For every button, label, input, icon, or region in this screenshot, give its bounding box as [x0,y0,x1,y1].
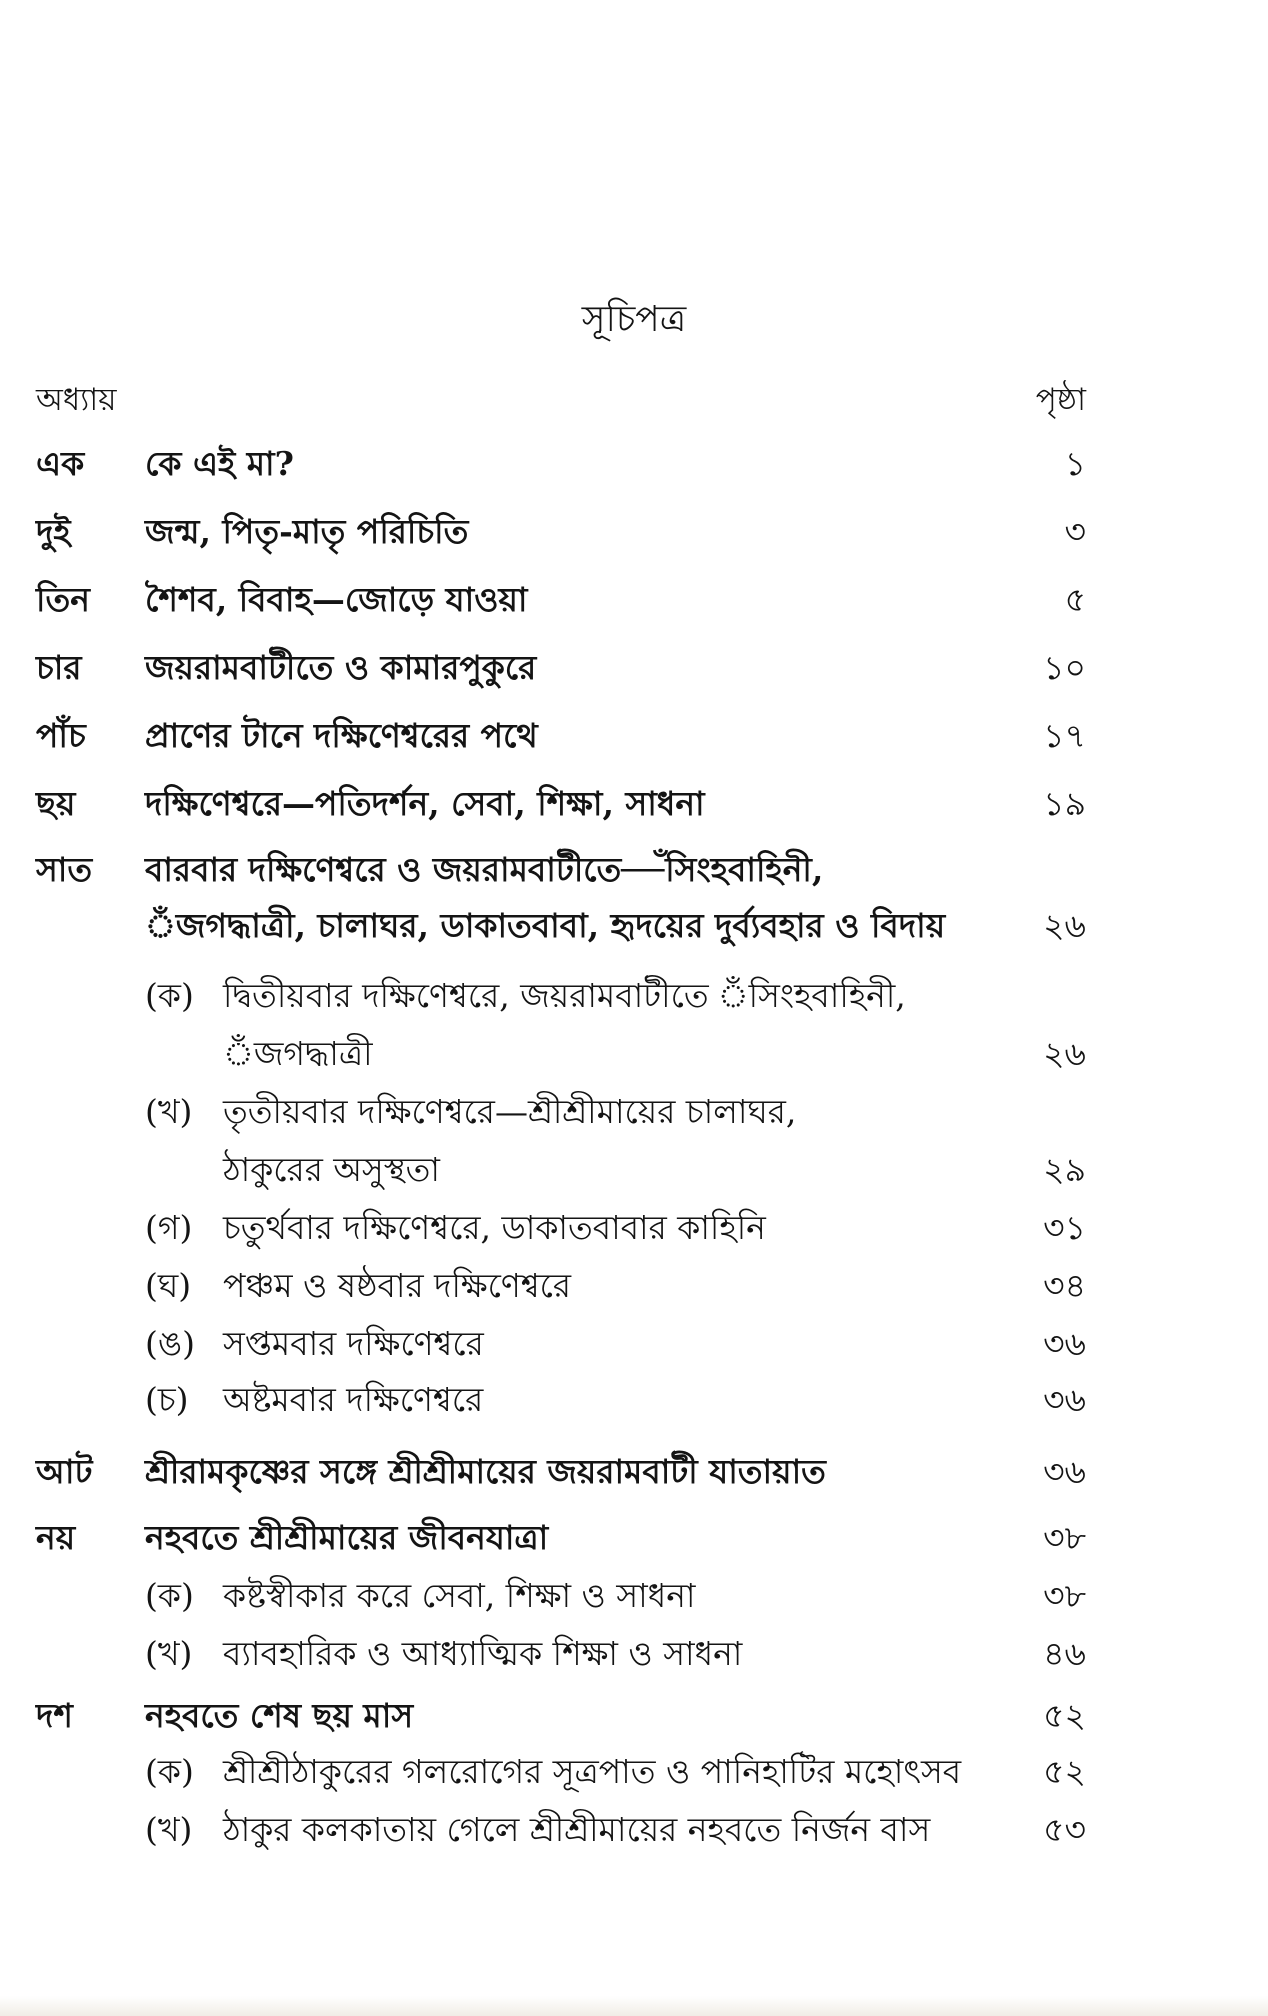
chapter-number: চার [36,648,82,687]
page-column-label: পৃষ্ঠা [1035,382,1086,418]
page-number: ৫৩ [1043,1810,1086,1849]
section-title: দ্বিতীয়বার দক্ষিণেশ্বরে, জয়রামবাটীতে ঁসিংহবাহিনী, [223,976,906,1015]
page-number: ৩১ [1043,1208,1086,1247]
chapter-title: নহবতে শ্রীশ্রীমায়ের জীবনযাত্রা [145,1518,549,1557]
section-title: ঠাকুর কলকাতায় গেলে শ্রীশ্রীমায়ের নহবতে নির্জন বাস [223,1810,931,1849]
toc-row-continuation [0,902,1268,950]
page-number: ১ [1064,444,1086,483]
section-title: ঁজগদ্ধাত্রী [223,1034,373,1073]
section-marker: (খ) [145,1634,193,1673]
chapter-number: তিন [36,580,90,619]
section-title: পঞ্চম ও ষষ্ঠবার দক্ষিণেশ্বরে [223,1266,572,1305]
toc-subrow [0,972,1268,1020]
section-title: ঠাকুরের অসুস্থতা [223,1150,440,1189]
section-marker: (চ) [145,1380,189,1419]
page-number: ৩ [1064,512,1086,551]
chapter-number: নয় [36,1518,76,1557]
chapter-number: সাত [36,850,93,889]
chapter-number: আট [36,1452,93,1491]
page-number: ১৭ [1043,716,1086,755]
toc-row [0,1448,1268,1496]
chapter-title: প্রাণের টানে দক্ষিণেশ্বরের পথে [145,716,538,755]
page-number: ৩৮ [1043,1576,1086,1615]
page-number: ৩৬ [1043,1452,1086,1491]
section-marker: (ঙ) [145,1324,195,1363]
toc-subrow [0,1204,1268,1252]
page-number: ৪৬ [1043,1634,1086,1673]
toc-row [0,846,1268,894]
chapter-number: এক [36,444,85,483]
toc-subrow-continuation [0,1030,1268,1078]
page-number: ৩৪ [1043,1266,1086,1305]
chapter-title: ঁজগদ্ধাত্রী, চালাঘর, ডাকাতবাবা, হৃদয়ের দুর্ব্যবহার ও বিদায় [145,906,946,945]
chapter-title: জয়রামবাটীতে ও কামারপুকুরে [145,648,537,687]
chapter-title: দক্ষিণেশ্বরে—পতিদর্শন, সেবা, শিক্ষা, সাধনা [145,784,705,823]
page-number: ৫২ [1043,1696,1086,1735]
section-marker: (ঘ) [145,1266,192,1305]
page-number: ৩৬ [1043,1380,1086,1419]
chapter-title: নহবতে শেষ ছয় মাস [145,1696,414,1735]
chapter-title: বারবার দক্ষিণেশ্বরে ও জয়রামবাটীতে—ঁসিংহবাহিনী, [145,850,824,889]
section-marker: (ক) [145,1576,194,1615]
section-title: তৃতীয়বার দক্ষিণেশ্বরে—শ্রীশ্রীমায়ের চালাঘর, [223,1092,797,1131]
toc-subrow [0,1320,1268,1368]
chapter-title: জন্ম, পিতৃ-মাতৃ পরিচিতি [145,512,469,551]
section-title: শ্রীশ্রীঠাকুরের গলরোগের সূত্রপাত ও পানিহাটির মহোৎসব [223,1752,962,1791]
toc-row [0,644,1268,692]
page-number: ৫ [1064,580,1086,619]
chapter-number: পাঁচ [36,716,86,755]
toc-row [0,780,1268,828]
section-title: ব্যাবহারিক ও আধ্যাত্মিক শিক্ষা ও সাধনা [223,1634,743,1673]
page-title: সূচিপত্র [581,299,687,340]
section-title: চতুর্থবার দক্ষিণেশ্বরে, ডাকাতবাবার কাহিনি [223,1208,766,1247]
chapter-title: শ্রীরামকৃষ্ণের সঙ্গে শ্রীশ্রীমায়ের জয়রামবাটী যাতায়াত [145,1452,826,1491]
chapter-title: শৈশব, বিবাহ—জোড়ে যাওয়া [145,580,528,619]
section-marker: (খ) [145,1810,193,1849]
page-number: ২৯ [1043,1150,1086,1189]
page-number: ১৯ [1043,784,1086,823]
page-number: ৫২ [1043,1752,1086,1791]
section-title: অষ্টমবার দক্ষিণেশ্বরে [223,1380,484,1419]
section-marker: (ক) [145,976,194,1015]
toc-subrow [0,1748,1268,1796]
toc-row [0,1514,1268,1562]
page-number: ৩৬ [1043,1324,1086,1363]
section-marker: (গ) [145,1208,193,1247]
chapter-number: ছয় [36,784,76,823]
page-number: ২৬ [1043,1034,1086,1073]
page-number: ৩৮ [1043,1518,1086,1557]
toc-row [0,1692,1268,1740]
toc-subrow [0,1262,1268,1310]
toc-subrow [0,1806,1268,1854]
chapter-number: দুই [36,512,71,551]
page-number: ১০ [1043,648,1086,687]
page-bottom-edge [0,1996,1268,2016]
section-title: কষ্টস্বীকার করে সেবা, শিক্ষা ও সাধনা [223,1576,696,1615]
section-marker: (ক) [145,1752,194,1791]
toc-subrow-continuation [0,1146,1268,1194]
chapter-number: দশ [36,1696,73,1735]
toc-subrow [0,1376,1268,1424]
toc-row [0,508,1268,556]
section-marker: (খ) [145,1092,193,1131]
section-title: সপ্তমবার দক্ষিণেশ্বরে [223,1324,484,1363]
chapter-column-label: অধ্যায় [36,382,117,418]
toc-subrow [0,1088,1268,1136]
chapter-title: কে এই মা? [145,444,294,483]
page-number: ২৬ [1043,906,1086,945]
toc-subrow [0,1572,1268,1620]
column-header-row [0,376,1268,424]
toc-row [0,576,1268,624]
toc-row [0,712,1268,760]
toc-subrow [0,1630,1268,1678]
toc-row [0,440,1268,488]
